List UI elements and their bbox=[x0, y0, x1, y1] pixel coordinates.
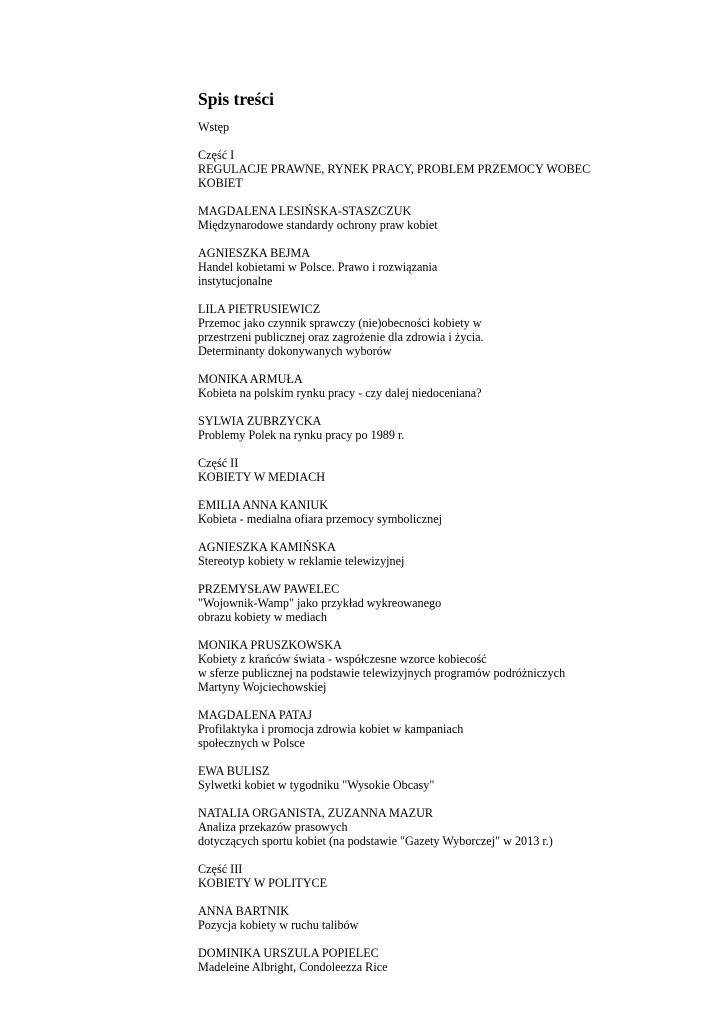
entry-title: Kobiety z krańców świata - współczesne wzorce kobiecość bbox=[198, 652, 487, 666]
entry-title: Sylwetki kobiet w tygodniku "Wysokie Obcasy" bbox=[198, 778, 435, 792]
entry-title-continued: Martyny Wojciechowskiej bbox=[198, 680, 327, 694]
entry-author: MONIKA PRUSZKOWSKA bbox=[198, 638, 342, 652]
entry-title-continued: przestrzeni publicznej oraz zagrożenie dla zdrowia i życia. bbox=[198, 330, 484, 344]
part-title-continued: KOBIET bbox=[198, 176, 243, 190]
entry-author: MONIKA ARMUŁA bbox=[198, 372, 303, 386]
toc-part-2-heading bbox=[198, 456, 698, 484]
entry-title: Przemoc jako czynnik sprawczy (nie)obecności kobiety w bbox=[198, 316, 482, 330]
toc-entry bbox=[198, 946, 698, 974]
entry-author: AGNIESZKA KAMIŃSKA bbox=[198, 540, 336, 554]
entry-title: Analiza przekazów prasowych bbox=[198, 820, 348, 834]
entry-title: Kobieta na polskim rynku pracy - czy dalej niedoceniana? bbox=[198, 386, 482, 400]
toc-part-1-heading bbox=[198, 148, 698, 190]
entry-author: DOMINIKA URSZULA POPIELEC bbox=[198, 946, 379, 960]
entry-author: EMILIA ANNA KANIUK bbox=[198, 498, 328, 512]
entry-author: ANNA BARTNIK bbox=[198, 904, 290, 918]
toc-entry bbox=[198, 414, 698, 442]
toc-part-3-heading bbox=[198, 862, 698, 890]
toc-entry bbox=[198, 540, 698, 568]
entry-title: "Wojownik-Wamp" jako przykład wykreowanego bbox=[198, 596, 442, 610]
entry-title-continued: Determinanty dokonywanych wyborów bbox=[198, 344, 392, 358]
entry-author: EWA BULISZ bbox=[198, 764, 270, 778]
entry-title-continued: dotyczących sportu kobiet (na podstawie "Gazety Wyborczej" w 2013 r.) bbox=[198, 834, 553, 848]
entry-title: Handel kobietami w Polsce. Prawo i rozwiązania bbox=[198, 260, 438, 274]
toc-entry bbox=[198, 582, 698, 624]
part-number: Część II bbox=[198, 456, 239, 470]
part-number: Część I bbox=[198, 148, 235, 162]
entry-title-continued: obrazu kobiety w mediach bbox=[198, 610, 327, 624]
entry-title: Profilaktyka i promocja zdrowia kobiet w kampaniach bbox=[198, 722, 464, 736]
entry-author: MAGDALENA LESIŃSKA-STASZCZUK bbox=[198, 204, 412, 218]
toc-entry bbox=[198, 204, 698, 232]
toc-page bbox=[198, 88, 698, 988]
toc-intro-entry: Wstęp bbox=[198, 120, 230, 134]
toc-entry bbox=[198, 904, 698, 932]
entry-title-continued: instytucjonalne bbox=[198, 274, 273, 288]
entry-title: Pozycja kobiety w ruchu talibów bbox=[198, 918, 359, 932]
toc-entry bbox=[198, 372, 698, 400]
part-number: Część III bbox=[198, 862, 243, 876]
part-title: REGULACJE PRAWNE, RYNEK PRACY, PROBLEM PRZEMOCY WOBEC bbox=[198, 162, 591, 176]
entry-author: NATALIA ORGANISTA, ZUZANNA MAZUR bbox=[198, 806, 434, 820]
entry-title: Madeleine Albright, Condoleezza Rice bbox=[198, 960, 388, 974]
entry-title: Międzynarodowe standardy ochrony praw kobiet bbox=[198, 218, 438, 232]
toc-entry bbox=[198, 806, 698, 848]
entry-title: Kobieta - medialna ofiara przemocy symbolicznej bbox=[198, 512, 442, 526]
toc-entry bbox=[198, 764, 698, 792]
entry-author: LILA PIETRUSIEWICZ bbox=[198, 302, 321, 316]
entry-author: MAGDALENA PATAJ bbox=[198, 708, 313, 722]
entry-title: Problemy Polek na rynku pracy po 1989 r. bbox=[198, 428, 405, 442]
entry-title-continued: w sferze publicznej na podstawie telewizyjnych programów podróżniczych bbox=[198, 666, 566, 680]
toc-entry bbox=[198, 246, 698, 288]
toc-entry bbox=[198, 302, 698, 358]
entry-author: AGNIESZKA BEJMA bbox=[198, 246, 311, 260]
part-title: KOBIETY W MEDIACH bbox=[198, 470, 326, 484]
entry-author: SYLWIA ZUBRZYCKA bbox=[198, 414, 322, 428]
entry-title-continued: społecznych w Polsce bbox=[198, 736, 305, 750]
entry-author: PRZEMYSŁAW PAWELEC bbox=[198, 582, 340, 596]
part-title: KOBIETY W POLITYCE bbox=[198, 876, 328, 890]
toc-entry bbox=[198, 498, 698, 526]
toc-entry bbox=[198, 708, 698, 750]
toc-entry bbox=[198, 638, 698, 694]
entry-title: Stereotyp kobiety w reklamie telewizyjnej bbox=[198, 554, 405, 568]
page-title: Spis treści bbox=[198, 89, 274, 109]
